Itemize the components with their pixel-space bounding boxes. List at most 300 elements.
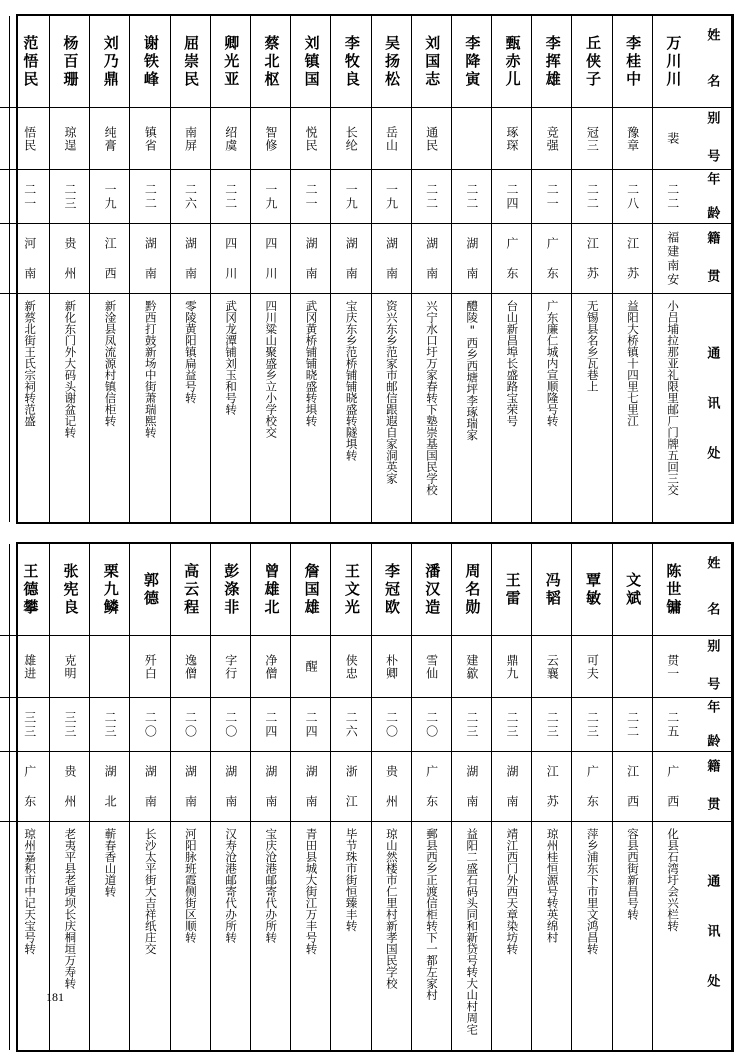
entry-name-text: 刘乃鼎: [101, 34, 120, 89]
entry-age: [211, 698, 250, 752]
column-header-age: [692, 170, 731, 224]
entry-address: [130, 822, 169, 1050]
entry-address-text: 蕲春香山道转: [103, 828, 118, 897]
roster-entry: [170, 544, 210, 1050]
entry-origin-text: 江 苏: [625, 236, 640, 281]
entry-origin-text: 湖 南: [263, 764, 278, 809]
entry-name: [452, 16, 491, 108]
entry-address: [50, 294, 89, 522]
entry-name-text: 范悟民: [21, 34, 40, 89]
entry-address-text: 琼山然楼市仁里村新孝国民学校: [384, 828, 399, 989]
entry-alias: [492, 636, 531, 698]
entry-name-text: 郭德: [141, 571, 160, 608]
entry-alias: [171, 108, 210, 170]
entry-age: [613, 170, 652, 224]
entry-alias-text: 南屏: [183, 125, 198, 152]
column-header-name: [692, 544, 731, 636]
roster-entry: [451, 16, 491, 522]
roster-entry: [330, 544, 370, 1050]
entry-alias-text: 裴: [665, 132, 680, 145]
entry-alias: [572, 636, 611, 698]
entry-name-text: 卿光亚: [222, 34, 241, 89]
entry-origin-text: 湖 南: [183, 236, 198, 281]
entry-age: [251, 698, 290, 752]
entry-origin-text: 广 西: [665, 764, 680, 809]
entry-address-text: 台山新昌埠长盛路宝荣号: [505, 300, 520, 427]
entry-origin-text: 河 南: [22, 236, 37, 281]
entry-age-text: 二〇: [384, 710, 399, 739]
column-header-name-text: 姓 名: [704, 27, 720, 96]
entry-name-text: 王文光: [342, 562, 361, 617]
entry-name-text: 彭涤非: [222, 562, 241, 617]
entry-name: [572, 16, 611, 108]
entry-age-text: 二四: [304, 710, 319, 739]
column-header-origin-text: 籍 贯: [704, 230, 720, 287]
entry-address-text: 兴宁水口圩万家春转下塾崇基国民学校: [425, 300, 440, 496]
column-header-name: [692, 16, 731, 108]
roster-entry: [210, 544, 250, 1050]
entry-name: [653, 16, 692, 108]
entry-age: [331, 698, 370, 752]
entry-alias: [0, 108, 9, 170]
entry-name-text: 文斌: [624, 571, 643, 608]
entry-origin-text: 江 苏: [585, 236, 600, 281]
entry-alias-text: 长纶: [344, 125, 359, 152]
entry-age: [211, 170, 250, 224]
roster-header-column: [692, 544, 732, 1050]
entry-address-text: 武冈龙潭铺刘玉和号转: [224, 300, 239, 415]
entry-alias: [372, 636, 411, 698]
entry-address: [211, 822, 250, 1050]
column-header-age-text: 年 龄: [704, 699, 720, 750]
entry-origin-text: 湖 北: [103, 764, 118, 809]
entry-address-text: 益阳二盛石码头同和新贷号转大山村周宅: [465, 828, 480, 1035]
entry-origin: [291, 752, 330, 822]
entry-name-text: 屈崇民: [182, 34, 201, 89]
entry-origin: [331, 752, 370, 822]
entry-address-text: 新化东门外大码头谢盆记转: [63, 300, 78, 438]
entry-name: [452, 544, 491, 636]
entry-alias: [130, 636, 169, 698]
entry-alias-text: 绍虞: [223, 125, 238, 152]
roster-entry: [491, 16, 531, 522]
entry-name-text: 曾雄北: [262, 562, 281, 617]
roster-table-top: [16, 14, 734, 524]
page-number: 181: [46, 990, 64, 1004]
entry-origin: [412, 224, 451, 294]
entry-alias: [291, 636, 330, 698]
entry-alias-text: 云襄: [545, 653, 560, 680]
entry-address: [130, 294, 169, 522]
entry-name: [251, 544, 290, 636]
entry-origin-text: 广 东: [424, 764, 439, 809]
entry-name: [572, 544, 611, 636]
entry-name-text: 李桂中: [624, 34, 643, 89]
entry-alias: [372, 108, 411, 170]
entry-name: [130, 16, 169, 108]
roster-entry: [652, 16, 692, 522]
entry-alias: [50, 636, 89, 698]
entry-address-text: 青田县城大街江万丰号转: [304, 828, 319, 955]
entry-age: [372, 698, 411, 752]
entry-age: [452, 698, 491, 752]
entry-age: [50, 698, 89, 752]
entry-age-text: 二〇: [143, 710, 158, 739]
entry-alias-text: 冠三: [585, 125, 600, 152]
entry-address-text: 汉寿沧港邮寄代办所转: [224, 828, 239, 943]
entry-address: [171, 294, 210, 522]
entry-origin-text: 湖 南: [183, 764, 198, 809]
entry-alias: [251, 108, 290, 170]
entry-address: [211, 294, 250, 522]
column-header-age-text: 年 龄: [704, 171, 720, 222]
entry-age-text: 三三: [62, 710, 77, 739]
entry-age: [412, 170, 451, 224]
entry-alias-text: 岳山: [384, 125, 399, 152]
roster-entry: [652, 544, 692, 1050]
entry-age: [171, 698, 210, 752]
entry-address: [572, 294, 611, 522]
roster-entry: [250, 16, 290, 522]
entry-address: [653, 822, 692, 1050]
entry-name-text: 刘国志: [423, 34, 442, 89]
entry-name: [412, 544, 451, 636]
entry-origin-text: 湖 南: [304, 764, 319, 809]
entry-address-text: 醴陵"西乡西塘坪李琢瑞家: [465, 300, 480, 441]
column-header-address: [692, 822, 731, 1050]
entry-alias-text: 歼白: [143, 653, 158, 680]
entry-origin: [452, 752, 491, 822]
entry-name-text: 刘镇国: [302, 34, 321, 89]
roster-entry: [129, 544, 169, 1050]
entry-name: [613, 16, 652, 108]
entry-address-text: 容县西街新昌号转: [625, 828, 640, 920]
entry-age-text: 二〇: [183, 710, 198, 739]
entry-age: [130, 170, 169, 224]
entry-origin: [452, 224, 491, 294]
entry-name: [331, 16, 370, 108]
entry-address: [291, 294, 330, 522]
entry-age-text: 二二: [424, 182, 439, 211]
entry-address: [372, 294, 411, 522]
entry-address-text: 靖江西门外西天章染坊转: [505, 828, 520, 955]
entry-alias: [0, 636, 9, 698]
entry-age-text: 二三: [545, 710, 560, 739]
entry-name: [171, 16, 210, 108]
entry-age-text: 三三: [22, 710, 37, 739]
entry-alias: [331, 636, 370, 698]
entry-address: [10, 294, 49, 522]
entry-name: [251, 16, 290, 108]
entry-age: [251, 170, 290, 224]
roster-entry: [89, 544, 129, 1050]
column-header-address-text: 通 讯 处: [704, 346, 720, 470]
entry-age-text: 二二: [143, 182, 158, 211]
entry-name-text: 万川川: [664, 34, 683, 89]
entry-origin-text: 四 川: [223, 236, 238, 281]
entry-origin-text: 江 西: [625, 764, 640, 809]
entry-age-text: 二二: [585, 182, 600, 211]
entry-age-text: 二六: [183, 182, 198, 211]
entry-address-text: 老夷平县老埂坝长庆桐垣万寿转: [63, 828, 78, 989]
entry-name: [90, 544, 129, 636]
entry-origin: [572, 224, 611, 294]
entry-name-text: 王德攀: [21, 562, 40, 617]
entry-name: [372, 16, 411, 108]
entry-alias-text: 建歙: [464, 653, 479, 680]
entry-alias: [10, 636, 49, 698]
entry-address-text: 长沙太平街大吉祥纸庄交: [143, 828, 158, 955]
entry-alias-text: 琼逞: [62, 125, 77, 152]
entry-origin-text: 贵 州: [62, 236, 77, 281]
entry-origin: [50, 752, 89, 822]
entry-age: [50, 170, 89, 224]
entry-name: [412, 16, 451, 108]
entry-address: [532, 822, 571, 1050]
entry-alias: [331, 108, 370, 170]
entry-alias-text: 雄进: [22, 653, 37, 680]
entry-alias: [171, 636, 210, 698]
entry-name-text: 冯韬: [543, 571, 562, 608]
entry-address: [613, 822, 652, 1050]
entry-age: [10, 170, 49, 224]
entry-address: [171, 822, 210, 1050]
entry-origin: [90, 224, 129, 294]
entry-address: [331, 294, 370, 522]
entry-origin: [492, 224, 531, 294]
entry-address: [532, 294, 571, 522]
entry-address-text: 新淦县凤流源村镇信柜转: [103, 300, 118, 427]
entry-address: [291, 822, 330, 1050]
entry-origin-text: 广 东: [505, 236, 520, 281]
roster-entry: [411, 16, 451, 522]
entry-age: [532, 698, 571, 752]
entry-name-text: 谢铁峰: [141, 34, 160, 89]
entry-name: [532, 16, 571, 108]
entry-address-text: 河阳脉班霞侧街区顺转: [183, 828, 198, 943]
entry-origin: [10, 752, 49, 822]
entry-age: [412, 698, 451, 752]
column-header-alias-text: 别 号: [704, 638, 720, 695]
entry-address-text: 零陵黄阳镇扁益号转: [183, 300, 198, 404]
entry-alias-text: 雪仙: [424, 653, 439, 680]
entry-address: [492, 294, 531, 522]
entry-address-text: 萍乡浦东下市里文鸿昌转: [585, 828, 600, 955]
roster-entry: [210, 16, 250, 522]
entry-name-text: 甄赤儿: [503, 34, 522, 89]
roster-entry: [491, 544, 531, 1050]
entry-name: [492, 544, 531, 636]
entry-age: [452, 170, 491, 224]
entry-alias-text: 豫章: [625, 125, 640, 152]
entry-name-text: 李挥雄: [543, 34, 562, 89]
column-header-origin: [692, 752, 731, 822]
entry-address: [251, 822, 290, 1050]
entry-alias-text: 竞强: [545, 125, 560, 152]
entry-origin: [130, 224, 169, 294]
entry-alias-text: 镇省: [143, 125, 158, 152]
entry-origin-text: 湖 南: [424, 236, 439, 281]
entry-age-text: 二二: [625, 710, 640, 739]
entry-origin: [211, 752, 250, 822]
entry-alias: [613, 108, 652, 170]
entry-origin-text: 湖 南: [143, 236, 158, 281]
entry-alias-text: 鼎九: [505, 653, 520, 680]
entry-address-text: 小吕埔拉那亚礼限里邮厂门牌五回三交: [666, 300, 681, 496]
entry-name: [0, 16, 9, 108]
entry-origin-text: 湖 南: [464, 236, 479, 281]
entry-age-text: 二八: [625, 182, 640, 211]
entry-name-text: 张宪良: [61, 562, 80, 617]
entry-origin-text: 贵 州: [62, 764, 77, 809]
entry-alias: [492, 108, 531, 170]
entry-name: [211, 16, 250, 108]
entry-name-text: 潘汉造: [423, 562, 442, 617]
entry-alias-text: 朴卿: [384, 653, 399, 680]
column-header-origin: [692, 224, 731, 294]
roster-header-column: [692, 16, 732, 522]
entry-origin: [613, 224, 652, 294]
entry-name-text: 詹国雄: [302, 562, 321, 617]
entry-name-text: 李冠欧: [383, 562, 402, 617]
roster-entry: [49, 544, 89, 1050]
entry-origin-text: 浙 江: [344, 764, 359, 809]
entry-origin: [331, 224, 370, 294]
entry-name: [291, 16, 330, 108]
roster-entry: [9, 544, 49, 1050]
entry-age: [0, 170, 9, 224]
entry-alias-text: 净僧: [263, 653, 278, 680]
entry-origin-text: 湖 南: [384, 236, 399, 281]
entry-age-text: 二二: [464, 182, 479, 211]
entry-origin-text: 福建南安: [665, 230, 680, 287]
entry-address-text: 琼州嘉积市中记天宝号转: [23, 828, 38, 955]
entry-origin: [572, 752, 611, 822]
entry-age: [532, 170, 571, 224]
entry-address: [331, 822, 370, 1050]
entry-alias-text: 纯膏: [103, 125, 118, 152]
entry-alias: [211, 636, 250, 698]
roster-entry: [89, 16, 129, 522]
entry-name: [0, 544, 9, 636]
entry-name: [10, 16, 49, 108]
entry-alias-text: 字行: [223, 653, 238, 680]
entry-name: [291, 544, 330, 636]
entry-address: [653, 294, 692, 522]
entry-alias-text: 侠忠: [344, 653, 359, 680]
entry-address: [0, 822, 9, 1050]
entry-age-text: 二五: [665, 710, 680, 739]
entry-address-text: 宝庆东乡范桥铺铺晓盛转隧埧转: [344, 300, 359, 461]
entry-name-text: 李降寅: [463, 34, 482, 89]
entry-origin: [10, 224, 49, 294]
entry-origin: [251, 752, 290, 822]
entry-alias: [291, 108, 330, 170]
entry-address-text: 武冈黄桥铺铺晓盛转埧转: [304, 300, 319, 427]
entry-name: [171, 544, 210, 636]
entry-age: [90, 170, 129, 224]
entry-alias: [532, 108, 571, 170]
entry-alias: [412, 636, 451, 698]
entry-origin: [653, 224, 692, 294]
roster-entry: [129, 16, 169, 522]
entry-origin: [251, 224, 290, 294]
entry-origin-text: 湖 南: [143, 764, 158, 809]
entry-alias: [50, 108, 89, 170]
roster-entry: [411, 544, 451, 1050]
entry-origin-text: 广 东: [585, 764, 600, 809]
column-header-age: [692, 698, 731, 752]
entry-age-text: 二三: [103, 710, 118, 739]
entry-address-text: 琼州桂恒源号转英绵村: [545, 828, 560, 943]
entry-address: [412, 294, 451, 522]
entry-name-text: 周名勋: [463, 562, 482, 617]
entry-alias: [10, 108, 49, 170]
entry-address-text: 化县石湾圩会兴栏转: [666, 828, 681, 932]
entry-alias: [90, 108, 129, 170]
entry-origin: [90, 752, 129, 822]
entry-age-text: 一九: [384, 182, 399, 211]
entry-address-text: 宝庆沧港邮寄代办所转: [264, 828, 279, 943]
entry-alias: [653, 108, 692, 170]
entry-age-text: 二三: [62, 182, 77, 211]
entry-age: [291, 698, 330, 752]
entry-name: [90, 16, 129, 108]
entry-age: [171, 170, 210, 224]
column-header-alias: [692, 636, 731, 698]
column-header-address: [692, 294, 731, 522]
entry-origin-text: 江 苏: [545, 764, 560, 809]
entry-alias-text: 醒: [304, 660, 319, 673]
entry-age: [291, 170, 330, 224]
entry-name-text: 丘侠子: [583, 34, 602, 89]
roster-entry: [612, 16, 652, 522]
entry-age: [331, 170, 370, 224]
entry-origin-text: 四 川: [263, 236, 278, 281]
column-header-alias: [692, 108, 731, 170]
entry-name: [10, 544, 49, 636]
entry-origin: [372, 224, 411, 294]
entry-address: [90, 822, 129, 1050]
column-header-name-text: 姓 名: [704, 555, 720, 624]
entry-alias: [251, 636, 290, 698]
entry-age-text: 二四: [505, 182, 520, 211]
entry-age-text: 二一: [545, 182, 560, 211]
entry-age: [372, 170, 411, 224]
entry-name-text: 李牧良: [342, 34, 361, 89]
entry-origin-text: 湖 南: [304, 236, 319, 281]
entry-alias: [572, 108, 611, 170]
roster-entry: [290, 16, 330, 522]
roster-entry: [170, 16, 210, 522]
entry-name: [130, 544, 169, 636]
entry-name-text: 覃敏: [583, 571, 602, 608]
entry-name: [532, 544, 571, 636]
entry-name: [50, 16, 89, 108]
entry-age-text: 二二: [223, 182, 238, 211]
entry-address: [50, 822, 89, 1050]
entry-name-text: 蔡北枢: [262, 34, 281, 89]
entry-name: [492, 16, 531, 108]
entry-alias: [613, 636, 652, 698]
column-header-address-text: 通 讯 处: [704, 874, 720, 998]
entry-origin: [532, 752, 571, 822]
entry-origin-text: 广 东: [22, 764, 37, 809]
entry-alias: [653, 636, 692, 698]
entry-alias-text: 悦民: [304, 125, 319, 152]
entry-age: [492, 698, 531, 752]
entry-origin-text: 贵 州: [384, 764, 399, 809]
